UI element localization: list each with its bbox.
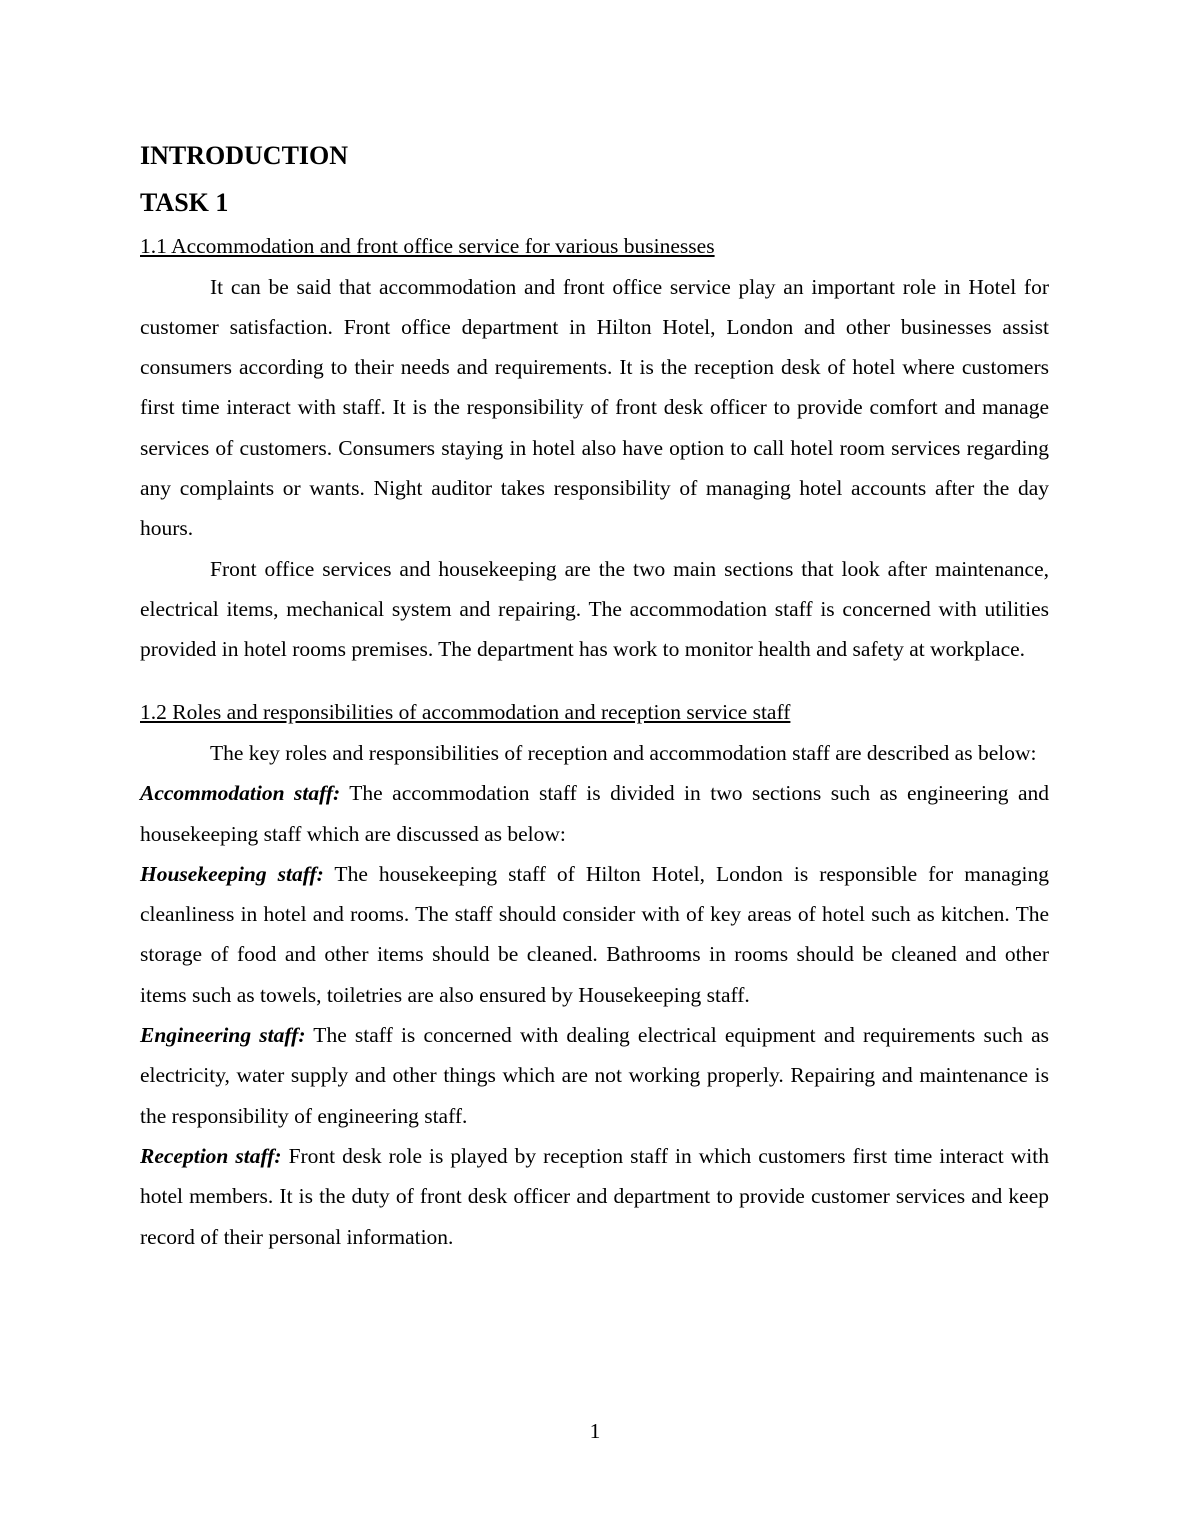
section-1-1-paragraph-2: Front office services and housekeeping are the two main sections that look after maintenance, electrical items, mechanical system and repairing. The accommodation staff is concerned with utilities provided in hotel rooms premises. The department has work to monitor health and safety at workplace. [140, 556, 1049, 662]
role-housekeeping-staff [140, 854, 1049, 1015]
role-term: Engineering staff: [140, 1023, 306, 1048]
role-reception-staff [140, 1136, 1049, 1257]
section-1-2-intro: The key roles and responsibilities of reception and accommodation staff are described as below: [210, 740, 1037, 765]
task-heading: TASK 1 [140, 188, 229, 217]
role-term: Accommodation staff: [140, 781, 341, 806]
role-term: Housekeeping staff: [140, 861, 324, 886]
section-1-1-paragraph-1: It can be said that accommodation and front office service play an important role in Hotel for customer satisfaction. Front office department in Hilton Hotel, London and other businesses assist consumers according to their needs and requirements. It is the reception desk of hotel where customers first time interact with staff. It is the responsibility of front desk officer to provide comfort and manage services of customers. Consumers staying in hotel also have option to call hotel room services regarding any complaints or wants. Night auditor takes responsibility of managing hotel accounts after the day hours. [140, 274, 1049, 541]
role-description: The housekeeping staff of Hilton Hotel, London is responsible for managing cleanliness in hotel and rooms. The staff should consider with of key areas of hotel such as kitchen. The storage of food and other items should be cleaned. Bathrooms in rooms should be cleaned and other items such as towels, toiletries are also ensured by Housekeeping staff. [140, 861, 1049, 1007]
page-number: 1 [589, 1419, 601, 1443]
introduction-heading: INTRODUCTION [140, 141, 349, 170]
role-description: The accommodation staff is divided in two sections such as engineering and housekeeping staff which are discussed as below: [140, 781, 1049, 846]
role-accommodation-staff [140, 773, 1049, 854]
section-1-1-heading: 1.1 Accommodation and front office service for various businesses [140, 234, 715, 258]
section-1-2-heading: 1.2 Roles and responsibilities of accommodation and reception service staff [140, 700, 791, 725]
role-engineering-staff [140, 1015, 1049, 1136]
role-term: Reception staff: [140, 1143, 282, 1168]
role-description: The staff is concerned with dealing electrical equipment and requirements such as electricity, water supply and other things which are not working properly. Repairing and maintenance is the responsibility of engineering staff. [140, 1023, 1049, 1128]
document-page [140, 138, 1049, 1257]
role-description: Front desk role is played by reception staff in which customers first time interact with hotel members. It is the duty of front desk officer and department to provide customer services and keep record of their personal information. [140, 1143, 1049, 1249]
